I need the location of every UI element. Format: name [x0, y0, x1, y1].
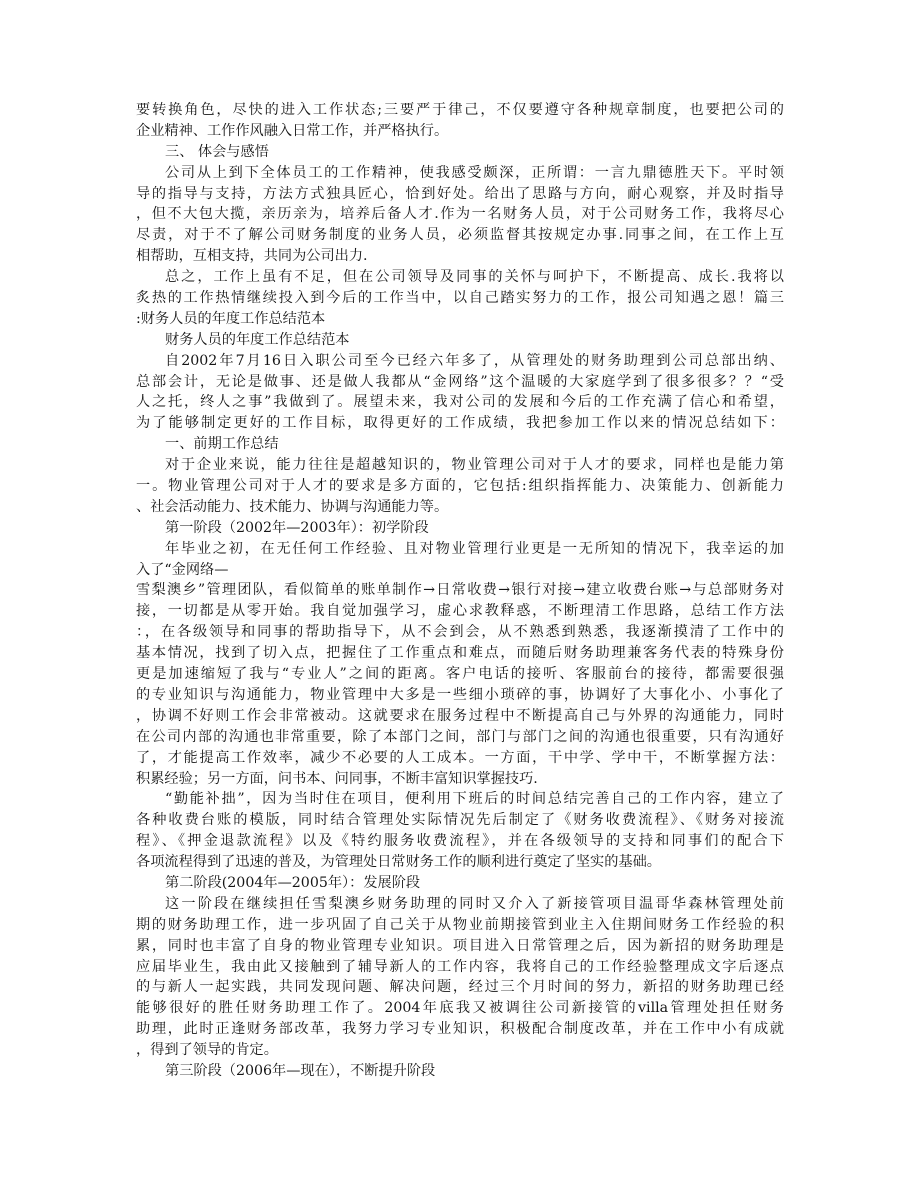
- text-line: 了，才能提高工作效率，减少不必要的人工成本。一方面，干中学、学中干，不断掌握方法：: [136, 749, 784, 766]
- text-line: 一、前期工作总结: [165, 436, 279, 453]
- text-line: 各项流程得到了迅速的普及，为管理处日常财务工作的顺利进行奠定了坚实的基础。: [136, 854, 661, 871]
- text-line: 自2002年7月16日入职公司至今已经六年多了，从管理处的财务助理到公司总部出纳、: [165, 352, 784, 369]
- text-line: 积累经验；另一方面，问书本、问同事，不断丰富知识掌握技巧.: [136, 770, 538, 787]
- text-line: 一。物业管理公司对于人才的要求是多方面的，它包括:组织指挥能力、决策能力、创新能力: [136, 478, 784, 495]
- text-line: 要转换角色，尽快的进入工作状态;三要严于律己，不仅要遵守各种规章制度，也要把公司的: [136, 102, 784, 118]
- text-line: 财务人员的年度工作总结范本: [165, 331, 350, 348]
- text-line: 各种收费台账的模版，同时结合管理处实际情况先后制定了《财务收费流程》、《财务对接流: [136, 812, 784, 829]
- text-line: 在公司内部的沟通也非常重要，除了本部门之间，部门与部门之间的沟通也很重要，只有沟通好: [136, 728, 784, 745]
- text-line: ，得到了领导的肯定。: [136, 1042, 278, 1059]
- text-line: 累，同时也丰富了自身的物业管理专业知识。项目进入日常管理之后，因为新招的财务助理是: [136, 937, 784, 954]
- text-line: 期的财务助理工作，进一步巩固了自己关于从物业前期接管到业主入住期间财务工作经验的积: [136, 916, 784, 933]
- text-line: 入了“金网络—: [136, 561, 229, 578]
- text-line: 第三阶段（2006年—现在），不断提升阶段: [165, 1062, 436, 1079]
- text-line: 、社会活动能力、技术能力、协调与沟通能力等。: [136, 498, 449, 515]
- document-body: [136, 100, 784, 1082]
- text-line: 年毕业之初，在无任何工作经验、且对物业管理行业更是一无所知的情况下，我幸运的加: [165, 540, 784, 557]
- text-line: 程》、《押金退款流程》以及《特约服务收费流程》，并在各级领导的支持和同事们的配合下: [136, 833, 784, 850]
- text-line: 第二阶段(2004年—2005年）：发展阶段: [165, 874, 421, 891]
- text-line: 助理，此时正逢财务部改革，我努力学习专业知识，积极配合制度改革，并在工作中小有成就: [136, 1021, 784, 1038]
- text-line: 企业精神、工作作风融入日常工作，并严格执行。: [136, 122, 449, 139]
- text-line: 炙热的工作热情继续投入到今后的工作当中，以自己踏实努力的工作，报公司知遇之恩！篇三: [136, 290, 784, 307]
- text-line: 相帮助，互相支持，共同为公司出力.: [136, 248, 368, 265]
- text-line: 尽责，对于不了解公司财务制度的业务人员，必须监督其按规定办事.同事之间，在工作上互: [136, 227, 784, 244]
- text-line: 这一阶段在继续担任雪梨澳乡财务助理的同时又介入了新接管项目温哥华森林管理处前: [165, 895, 784, 912]
- text-line: 雪梨澳乡”管理团队，看似简单的账单制作→日常收费→银行对接→建立收费台账→与总部财务对: [136, 582, 784, 599]
- text-line: 更是加速缩短了我与“专业人”之间的距离。客户电话的接听、客服前台的接待，都需要很强: [136, 666, 784, 683]
- text-line: 能够很好的胜任财务助理工作了。2004年底我又被调往公司新接管的villa管理处担任财务: [136, 1000, 784, 1017]
- text-line: “勤能补拙”，因为当时住在项目，便利用下班后的时间总结完善自己的工作内容，建立了: [165, 791, 784, 808]
- text-line: 为了能够制定更好的工作目标，取得更好的工作成绩，我把参加工作以来的情况总结如下：: [136, 415, 784, 432]
- text-line: 接，一切都是从零开始。我自觉加强学习，虚心求教释惑，不断理清工作思路，总结工作方法: [136, 603, 784, 620]
- text-line: 对于企业来说，能力往往是超越知识的，物业管理公司对于人才的要求，同样也是能力第: [165, 457, 784, 474]
- text-line: 公司从上到下全体员工的工作精神，使我感受颇深，正所谓：一言九鼎德胜天下。平时领: [165, 164, 784, 181]
- text-line: 第一阶段（2002年—2003年）：初学阶段: [165, 519, 429, 536]
- text-line: ，协调不好则工作会非常被动。这就要求在服务过程中不断提高自己与外界的沟通能力，同时: [136, 707, 784, 724]
- text-line: 基本情况，找到了切入点，把握住了工作重点和难点，而随后财务助理兼客务代表的特殊身份: [136, 645, 784, 662]
- text-line: 应届毕业生，我由此又接触到了辅导新人的工作内容，我将自己的工作经验整理成文字后逐点: [136, 958, 784, 975]
- text-line: :财务人员的年度工作总结范本: [136, 310, 326, 327]
- text-line: ，但不大包大揽，亲历亲为，培养后备人才.作为一名财务人员，对于公司财务工作，我将尽心: [136, 206, 784, 223]
- text-line: 三、 体会与感悟: [165, 143, 269, 160]
- text-line: ：，在各级领导和同事的帮助指导下，从不会到会，从不熟悉到熟悉，我逐渐摸清了工作中的: [136, 624, 784, 641]
- text-line: 总部会计，无论是做事、还是做人我都从“金网络”这个温暖的大家庭学到了很多很多？？“受: [136, 373, 784, 390]
- text-line: 的与新人一起实践，共同发现问题、解决问题，经过三个月时间的努力，新招的财务助理已经: [136, 979, 784, 996]
- text-line: 总之，工作上虽有不足，但在公司领导及同事的关怀与呵护下，不断提高、成长.我将以: [165, 269, 784, 286]
- text-line: 人之托，终人之事”我做到了。展望未来，我对公司的发展和今后的工作充满了信心和希望，: [136, 394, 784, 411]
- text-line: 导的指导与支持，方法方式独具匠心，恰到好处。给出了思路与方向，耐心观察，并及时指导: [136, 185, 784, 202]
- text-line: 的专业知识与沟通能力，物业管理中大多是一些细小琐碎的事，协调好了大事化小、小事化了: [136, 686, 784, 703]
